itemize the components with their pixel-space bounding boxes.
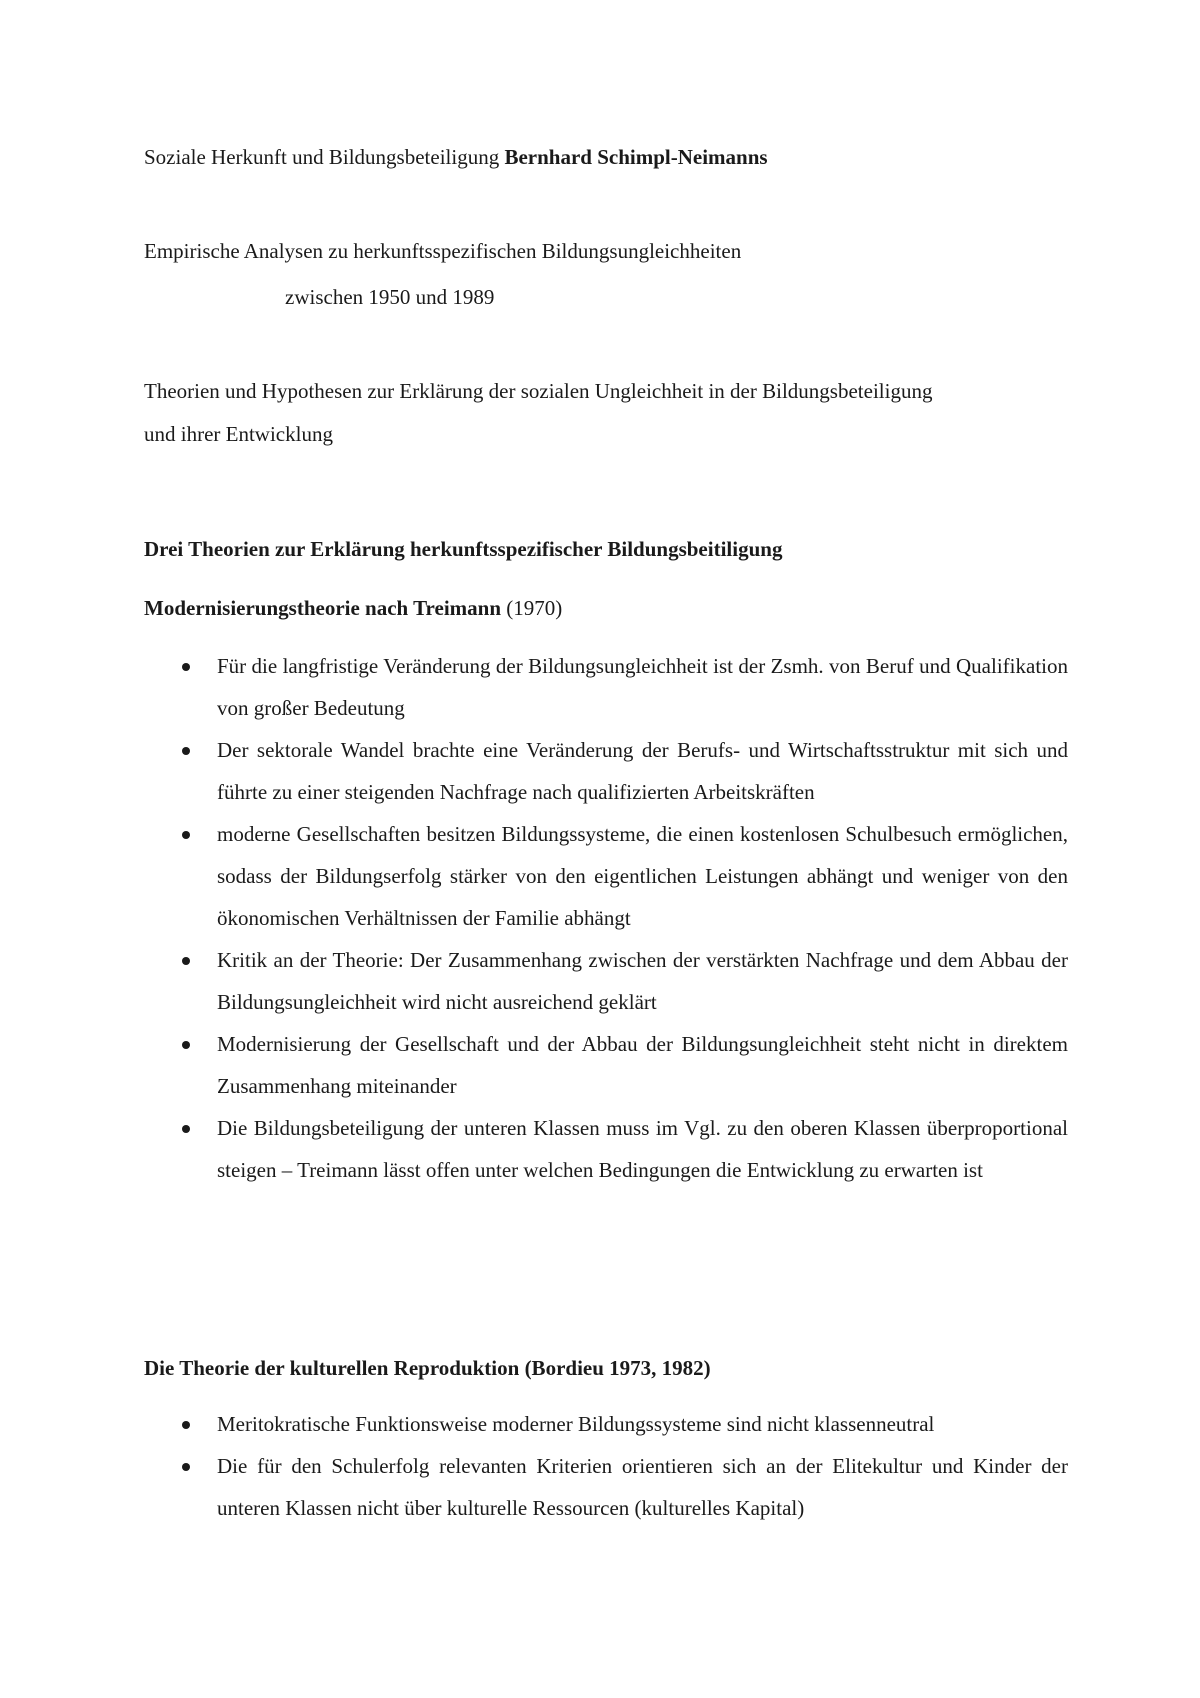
intro-line-2: und ihrer Entwicklung [144, 422, 333, 446]
bullet-icon [182, 957, 190, 965]
section-heading-theories: Drei Theorien zur Erklärung herkunftsspezifischer Bildungsbeitiligung [144, 537, 783, 561]
bullet-list-reproduction [144, 1403, 1068, 1529]
bullet-icon [182, 1463, 190, 1471]
list-item [144, 1023, 1068, 1107]
list-item-text: Die für den Schulerfolg relevanten Kriterien orientieren sich an der Elitekultur und Kinder der unteren Klassen nicht über kulturelle Ressourcen (kulturelles Kapital) [217, 1454, 1068, 1520]
list-item [144, 1107, 1068, 1191]
list-item [144, 645, 1068, 729]
section-subheading-modernization [144, 587, 562, 629]
list-item-text: Kritik an der Theorie: Der Zusammenhang zwischen der verstärkten Nachfrage und dem Abbau der Bildungsungleichheit wird nicht ausreichend geklärt [217, 948, 1068, 1014]
list-item-text: Modernisierung der Gesellschaft und der Abbau der Bildungsungleichheit steht nicht in direktem Zusammenhang miteinander [217, 1032, 1068, 1098]
author-name: Bernhard Schimpl-Neimanns [504, 145, 768, 169]
intro-line-1: Theorien und Hypothesen zur Erklärung der sozialen Ungleichheit in der Bildungsbeteiligung [144, 379, 933, 403]
bullet-icon [182, 1125, 190, 1133]
bullet-icon [182, 1421, 190, 1429]
list-item-text: Für die langfristige Veränderung der Bildungsungleichheit ist der Zsmh. von Beruf und Qualifikation von großer Bedeutung [217, 654, 1068, 720]
bullet-list-modernization [144, 645, 1068, 1191]
list-item-text: Meritokratische Funktionsweise moderner Bildungssysteme sind nicht klassenneutral [217, 1412, 935, 1436]
subtitle-line-1: Empirische Analysen zu herkunftsspezifischen Bildungsungleichheiten [144, 239, 742, 263]
bullet-icon [182, 831, 190, 839]
list-item-text: moderne Gesellschaften besitzen Bildungssysteme, die einen kostenlosen Schulbesuch ermöglichen, sodass der Bildungserfolg stärker von den eigentlichen Leistungen abhängt und weniger von den ökonomischen Verhältnissen der Familie abhängt [217, 822, 1068, 930]
list-item [144, 939, 1068, 1023]
list-item-text: Der sektorale Wandel brachte eine Veränderung der Berufs- und Wirtschaftsstruktur mit sich und führte zu einer steigenden Nachfrage nach qualifizierten Arbeitskräften [217, 738, 1068, 804]
bullet-icon [182, 1041, 190, 1049]
list-item [144, 1403, 1068, 1445]
title-text: Soziale Herkunft und Bildungsbeteiligung [144, 145, 505, 169]
subheading-bold-text: Modernisierungstheorie nach Treimann [144, 596, 501, 620]
subtitle-line-2: zwischen 1950 und 1989 [285, 285, 495, 309]
document-title [144, 136, 768, 178]
list-item [144, 729, 1068, 813]
subheading-year: (1970) [501, 596, 563, 620]
list-item [144, 813, 1068, 939]
bullet-icon [182, 663, 190, 671]
list-item [144, 1445, 1068, 1529]
bullet-icon [182, 747, 190, 755]
section-heading-reproduction: Die Theorie der kulturellen Reproduktion (Bordieu 1973, 1982) [144, 1356, 711, 1380]
list-item-text: Die Bildungsbeteiligung der unteren Klassen muss im Vgl. zu den oberen Klassen überproportional steigen – Treimann lässt offen unter welchen Bedingungen die Entwicklung zu erwarten ist [217, 1116, 1068, 1182]
